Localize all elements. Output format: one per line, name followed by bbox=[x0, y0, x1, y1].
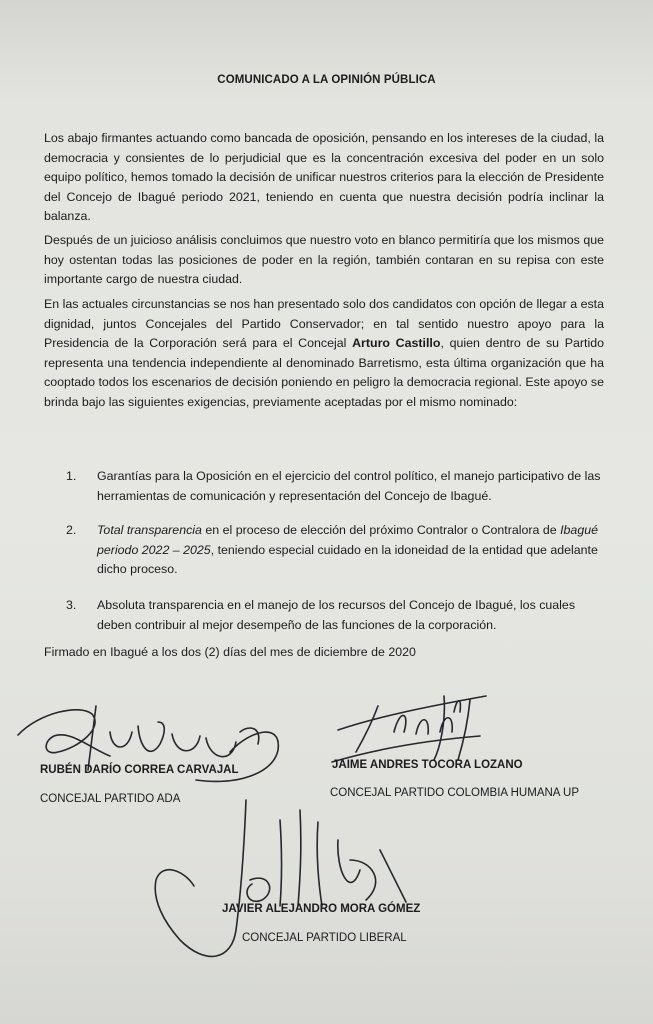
candidate-name: Arturo Castillo bbox=[352, 336, 441, 350]
list-item-text: Absoluta transparencia en el manejo de los recursos del Concejo de Ibagué, los cuales deben contribuir al mejor desempeño de las funciones de la corporación. bbox=[97, 598, 576, 632]
signatory-2-role: CONCEJAL PARTIDO COLOMBIA HUMANA UP bbox=[330, 787, 580, 799]
signature-tocora bbox=[332, 696, 486, 762]
list-item-number: 2. bbox=[66, 523, 77, 537]
signatory-2-name: JAIME ANDRES TOCORA LOZANO bbox=[332, 759, 523, 771]
list-item-number: 1. bbox=[66, 469, 77, 483]
signatory-3-name: JAVIER ALEJANDRO MORA GÓMEZ bbox=[222, 903, 421, 915]
list-item-text-part-2: , teniendo especial cuidado en la idoneidad de la entidad que adelante dicho proceso. bbox=[97, 542, 598, 576]
list-item-text: Garantías para la Oposición en el ejercicio del control político, el manejo participativo de las herramientas de comunicación y representación del Concejo de Ibagué. bbox=[97, 469, 601, 503]
paragraph-3-text-after: , quien dentro de su Partido representa una tendencia independiente al denominado Barretismo, esta última organización que ha cooptado todos los escenarios de decisión poniendo en peligro la democracia regional. Este apoyo se brinda bajo las siguientes exigencias, previamente aceptadas por el mismo nominado: bbox=[44, 336, 605, 409]
list-item-italic: Total transparencia bbox=[97, 523, 202, 537]
signatory-3-role: CONCEJAL PARTIDO LIBERAL bbox=[242, 932, 407, 944]
list-item-number: 3. bbox=[66, 598, 77, 612]
paragraph-2: Después de un juicioso análisis concluimos que nuestro voto en blanco permitiría que los mismos que hoy ostentan todas las posiciones de poder en la región, también contaran en su repisa con este importante cargo de nuestra ciudad. bbox=[44, 233, 604, 286]
paragraph-1: Los abajo firmantes actuando como bancada de oposición, pensando en los intereses de la ciudad, la democracia y consientes de lo perjudicial que es la concentración excesiva del poder en un solo equipo político, hemos tomado la decisión de unificar nuestros criterios para la elección de Presidente del Concejo de Ibagué periodo 2021, teniendo en cuenta que nuestra decisión podría inclinar la balanza. bbox=[44, 131, 604, 223]
paragraph-3-text-before: En las actuales circunstancias se nos han presentado solo dos candidatos con opción de llegar a esta dignidad, juntos Concejales del Partido Conservador; en tal sentido nuestro apoyo para la Presidencia de la Corporación será para el Concejal bbox=[44, 297, 604, 350]
signatory-1-role: CONCEJAL PARTIDO ADA bbox=[40, 793, 181, 805]
list-item-text-part: en el proceso de elección del próximo Contralor o Contralora de bbox=[201, 523, 561, 537]
signed-line: Firmado en Ibagué a los dos (2) días del mes de diciembre de 2020 bbox=[44, 645, 416, 659]
signatory-1-name: RUBÉN DARÍO CORREA CARVAJAL bbox=[40, 764, 239, 776]
list-item-italic-2: Ibagué periodo 2022 – 2025 bbox=[97, 523, 598, 557]
document-title: COMUNICADO A LA OPINIÓN PÚBLICA bbox=[217, 74, 436, 86]
